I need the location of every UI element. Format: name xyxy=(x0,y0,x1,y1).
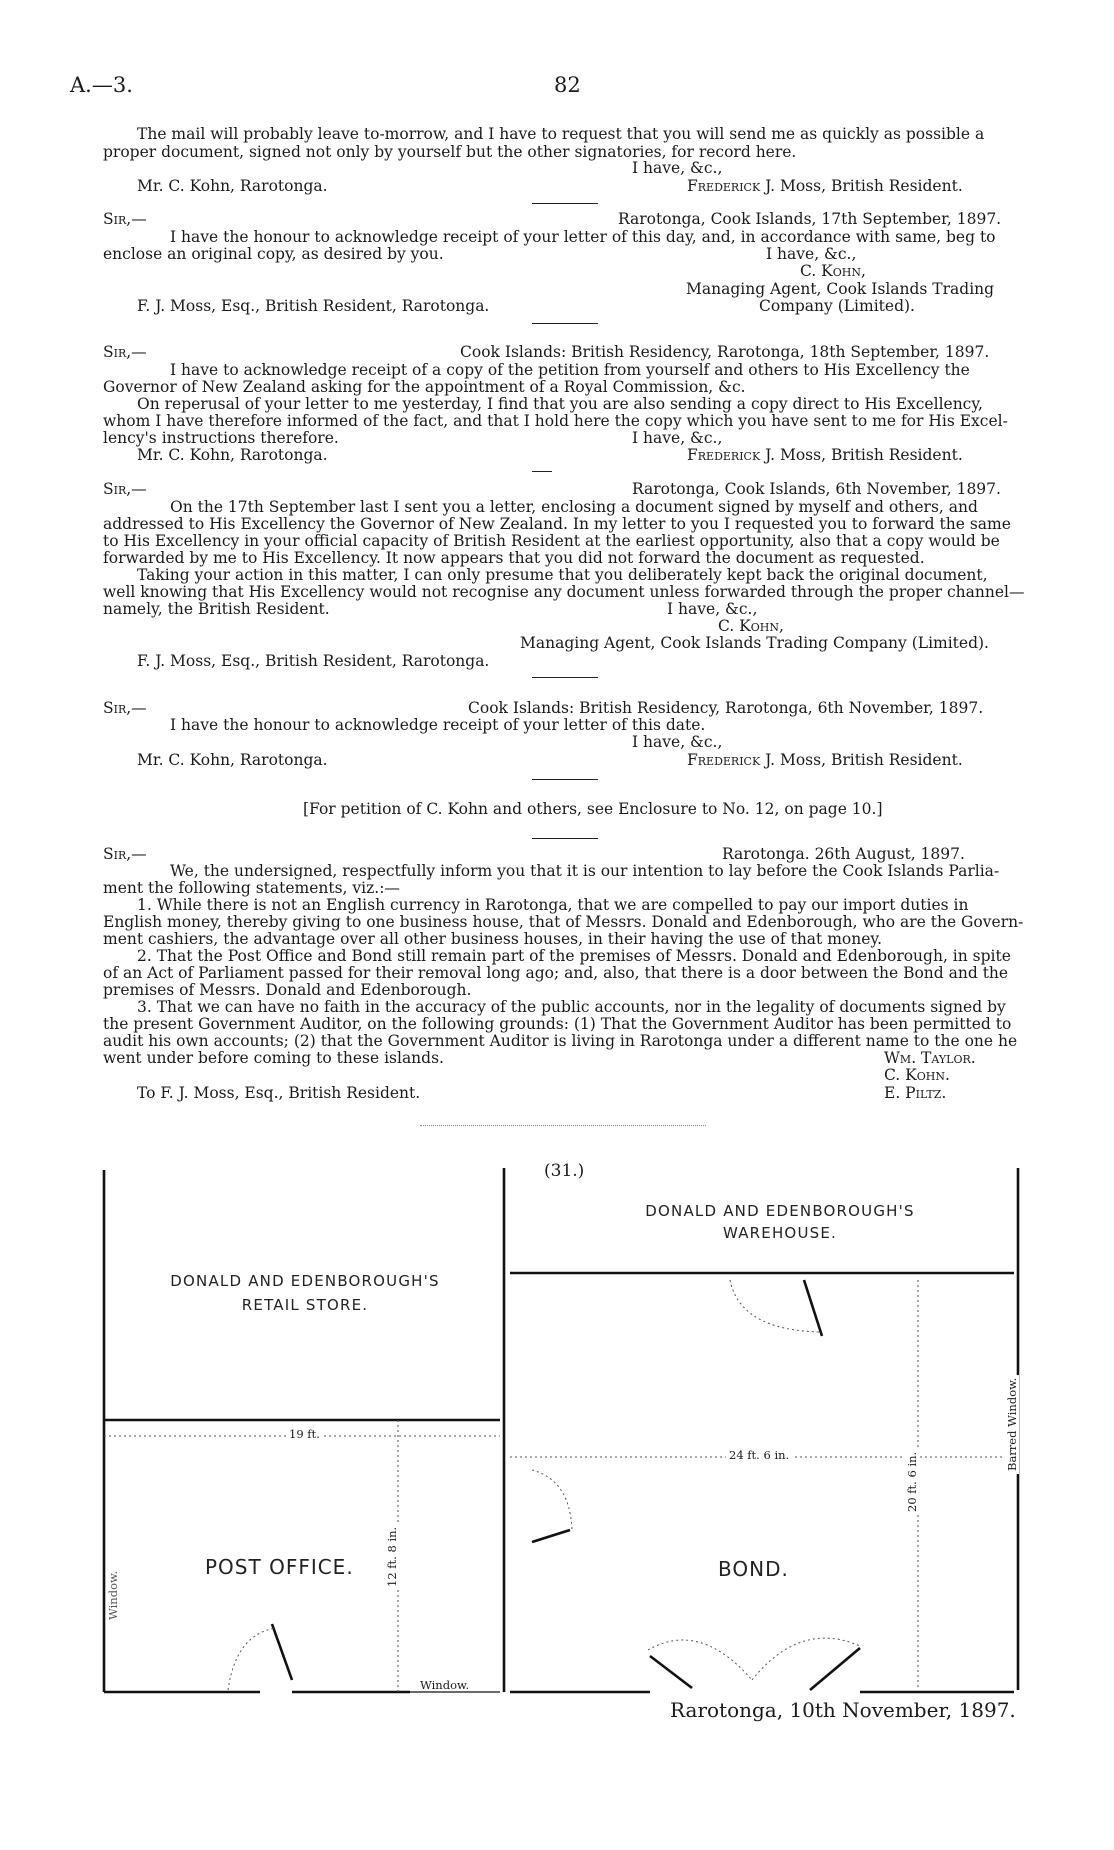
signature-name: Frederick xyxy=(687,446,761,464)
letter4-addressee: F. J. Moss, Esq., British Resident, Rarotonga. xyxy=(137,652,490,670)
letter5-closing: I have, &c., xyxy=(632,733,723,751)
letter3-place-date: Cook Islands: British Residency, Rarotonga, 18th September, 1897. xyxy=(460,343,990,361)
letter2-signature-name: C. Kohn, xyxy=(800,262,866,280)
bond-label: BOND. xyxy=(718,1557,789,1581)
letter6-line9: 3. That we can have no faith in the accuracy of the public accounts, nor in the legality of documents signed by xyxy=(137,998,1006,1016)
letter3-addressee: Mr. C. Kohn, Rarotonga. xyxy=(137,446,328,464)
letter1-addressee: Mr. C. Kohn, Rarotonga. xyxy=(137,177,328,195)
petition-note: [For petition of C. Kohn and others, see Enclosure to No. 12, on page 10.] xyxy=(303,800,883,818)
window-left-label: Window. xyxy=(106,1570,120,1620)
dimension-24ft: 24 ft. 6 in. xyxy=(726,1448,792,1462)
letter6-line6: 2. That the Post Office and Bond still remain part of the premises of Messrs. Donald and Edenborough, in spite xyxy=(137,947,1011,965)
letter2-line2: enclose an original copy, as desired by you. xyxy=(103,245,444,263)
signatory-3: E. Piltz. xyxy=(884,1084,947,1102)
letter4-closing: I have, &c., xyxy=(667,600,758,618)
window-bottom-label: Window. xyxy=(420,1678,470,1692)
letter4-salutation: Sir,— xyxy=(103,480,147,498)
letter4-line5: Taking your action in this matter, I can only presume that you deliberately kept back the original document, xyxy=(137,566,988,584)
letter6-place-date: Rarotonga. 26th August, 1897. xyxy=(722,845,965,863)
warehouse-label-line1: DONALD AND EDENBOROUGH'S xyxy=(645,1202,915,1220)
letter6-line1: We, the undersigned, respectfully inform you that it is our intention to lay before the Cook Islands Parlia- xyxy=(170,862,1000,880)
document-code: A.—3. xyxy=(70,73,133,97)
letter6-line5: ment cashiers, the advantage over all other business houses, in their having the use of that money. xyxy=(103,930,883,948)
letter5-salutation: Sir,— xyxy=(103,699,147,717)
dimension-12ft: 12 ft. 8 in. xyxy=(385,1524,399,1590)
letter4-line7: namely, the British Resident. xyxy=(103,600,330,618)
barred-window-label: Barred Window. xyxy=(1005,1375,1019,1474)
letter5-place-date: Cook Islands: British Residency, Rarotonga, 6th November, 1897. xyxy=(468,699,984,717)
letter4-line2: addressed to His Excellency the Governor of New Zealand. In my letter to you I requested you to forward the same xyxy=(103,515,1011,533)
plan-place-date: Rarotonga, 10th November, 1897. xyxy=(670,1698,1016,1722)
letter1-closing: I have, &c., xyxy=(632,159,723,177)
letter3-line3: On reperusal of your letter to me yesterday, I find that you are also sending a copy direct to His Excellency, xyxy=(137,395,983,413)
signature-name: Frederick xyxy=(687,177,761,195)
letter5-addressee: Mr. C. Kohn, Rarotonga. xyxy=(137,751,328,769)
signatory-2: C. Kohn. xyxy=(884,1066,950,1084)
warehouse-label-line2: WAREHOUSE. xyxy=(722,1224,837,1242)
letter2-addressee: F. J. Moss, Esq., British Resident, Rarotonga. xyxy=(137,297,490,315)
letter3-line4: whom I have therefore informed of the fact, and that I hold here the copy which you have sent to me for His Excel- xyxy=(103,412,1008,430)
dimension-20ft: 20 ft. 6 in. xyxy=(905,1449,919,1515)
retail-label-line2: RETAIL STORE. xyxy=(241,1296,369,1314)
letter3-salutation: Sir,— xyxy=(103,343,147,361)
letter2-signature-title2: Company (Limited). xyxy=(759,297,915,315)
letter6-line11: audit his own accounts; (2) that the Government Auditor is living in Rarotonga under a different name to the one he xyxy=(103,1032,1018,1050)
letter4-signature-title: Managing Agent, Cook Islands Trading Company (Limited). xyxy=(520,634,989,652)
letter4-line1: On the 17th September last I sent you a letter, enclosing a document signed by myself and others, and xyxy=(170,498,978,516)
letter5-line1: I have the honour to acknowledge receipt of your letter of this date. xyxy=(170,716,706,734)
plan-number: (31.) xyxy=(544,1161,585,1181)
letter1-line1: The mail will probably leave to-morrow, and I have to request that you will send me as quickly as possible a xyxy=(137,125,985,143)
letter6-addressee: To F. J. Moss, Esq., British Resident. xyxy=(137,1084,421,1102)
signature-rest: J. Moss, British Resident. xyxy=(760,751,963,769)
letter6-line3: 1. While there is not an English currency in Rarotonga, that we are compelled to pay our import duties in xyxy=(137,896,969,914)
letter6-line10: the present Government Auditor, on the following grounds: (1) That the Government Auditor has been permitted to xyxy=(103,1015,1012,1033)
letter6-line4: English money, thereby giving to one business house, that of Messrs. Donald and Edenborough, who are the Govern- xyxy=(103,913,1024,931)
letter6-line12: went under before coming to these islands. xyxy=(103,1049,444,1067)
letter1-line2: proper document, signed not only by yourself but the other signatories, for record here. xyxy=(103,143,797,161)
letter4-line3: to His Excellency in your official capacity of British Resident at the earliest opportunity, also that a copy would be xyxy=(103,532,1000,550)
signature-name: Frederick xyxy=(687,751,761,769)
letter6-line7: of an Act of Parliament passed for their removal long ago; and, also, that there is a door between the Bond and the xyxy=(103,964,1009,982)
page-number: 82 xyxy=(554,73,581,97)
letter4-signature-name: C. Kohn, xyxy=(718,617,784,635)
letter4-place-date: Rarotonga, Cook Islands, 6th November, 1897. xyxy=(632,480,1001,498)
letter2-place-date: Rarotonga, Cook Islands, 17th September, 1897. xyxy=(618,210,1002,228)
letter2-line1: I have the honour to acknowledge receipt of your letter of this day, and, in accordance with same, beg to xyxy=(170,228,996,246)
letter3-closing: I have, &c., xyxy=(632,429,723,447)
signatory-1: Wm. Taylor. xyxy=(884,1049,976,1067)
letter6-salutation: Sir,— xyxy=(103,845,147,863)
letter3-line5: lency's instructions therefore. xyxy=(103,429,339,447)
letter2-closing: I have, &c., xyxy=(766,245,857,263)
letter2-salutation: Sir,— xyxy=(103,210,147,228)
post-office-label: POST OFFICE. xyxy=(205,1555,354,1579)
letter2-signature-title1: Managing Agent, Cook Islands Trading xyxy=(686,280,995,298)
letter4-line6: well knowing that His Excellency would not recognise any document unless forwarded through the proper channel— xyxy=(103,583,1025,601)
letter3-line1: I have to acknowledge receipt of a copy of the petition from yourself and others to His Excellency the xyxy=(170,361,970,379)
signature-rest: J. Moss, British Resident. xyxy=(760,177,963,195)
letter6-line8: premises of Messrs. Donald and Edenborough. xyxy=(103,981,472,999)
letter3-line2: Governor of New Zealand asking for the appointment of a Royal Commission, &c. xyxy=(103,378,746,396)
signature-rest: J. Moss, British Resident. xyxy=(760,446,963,464)
dimension-19ft: 19 ft. xyxy=(286,1427,323,1441)
letter4-line4: forwarded by me to His Excellency. It now appears that you did not forward the document as requested. xyxy=(103,549,925,567)
retail-label-line1: DONALD AND EDENBOROUGH'S xyxy=(170,1272,440,1290)
letter6-line2: ment the following statements, viz.:— xyxy=(103,879,400,897)
